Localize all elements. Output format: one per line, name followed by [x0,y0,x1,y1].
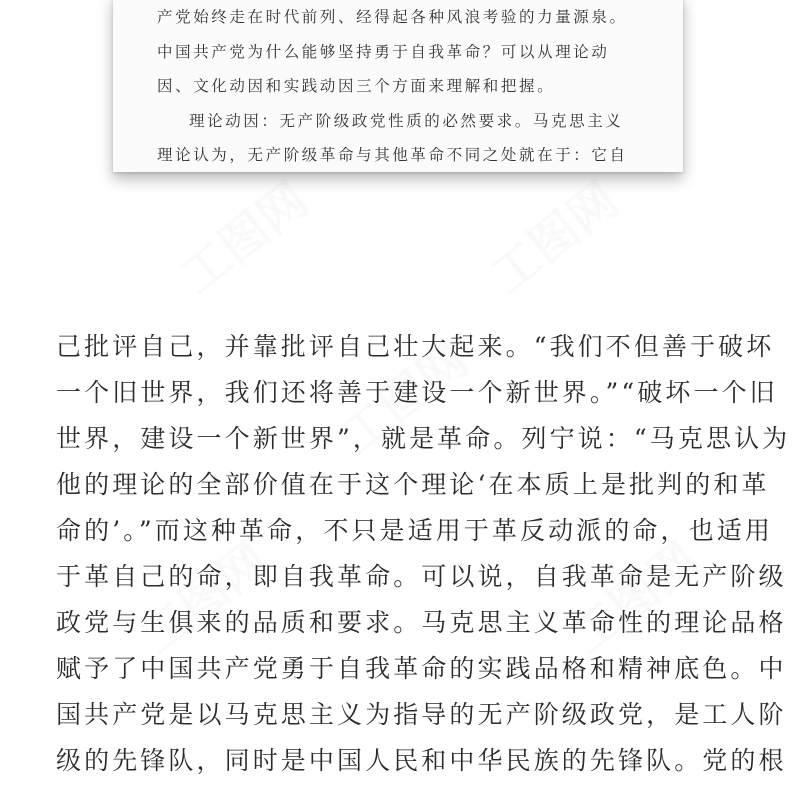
body-line: 命的’。”而这种革命，不只是适用于革反动派的命，也适用 [56,516,773,545]
body-line: 政党与生俱来的品质和要求。马克思主义革命性的理论品格 [56,608,787,637]
body-text [56,324,791,784]
body-line: 一个旧世界，我们还将善于建设一个新世界。”“破坏一个旧 [56,378,778,407]
body-line: 级的先锋队，同时是中国人民和中华民族的先锋队。党的根 [56,746,787,775]
excerpt-line: 中国共产党为什么能够坚持勇于自我革命？可以从理论动 [157,42,610,61]
body-line: 他的理论的全部价值在于这个理论‘在本质上是批判的和革 [56,470,770,499]
watermark: 工图网 [330,331,479,465]
excerpt-card [113,0,683,172]
excerpt-line: 理论动因：无产阶级政党性质的必然要求。马克思主义 [189,111,624,130]
body-line: 赋予了中国共产党勇于自我革命的实践品格和精神底色。中 [56,654,787,683]
watermark: 工图网 [170,171,319,305]
excerpt-line: 产党始终走在时代前列、经得起各种风浪考验的力量源泉。 [157,8,628,26]
body-line: 于革自己的命，即自我革命。可以说，自我革命是无产阶级 [56,562,787,591]
body-line: 世界，建设一个新世界”，就是革命。列宁说：“马克思认为 [56,424,791,453]
watermark: 工图网 [560,531,709,665]
excerpt-line: 理论认为，无产阶级革命与其他革命不同之处就在于：它自 [157,146,628,164]
body-line: 国共产党是以马克思主义为指导的无产阶级政党，是工人阶 [56,700,787,729]
body-line: 己批评自己，并靠批评自己壮大起来。“我们不但善于破坏 [56,332,775,361]
excerpt-line: 因、文化动因和实践动因三个方面来理解和把握。 [157,77,556,95]
watermark: 工图网 [480,171,629,305]
watermark: 工图网 [130,531,279,665]
